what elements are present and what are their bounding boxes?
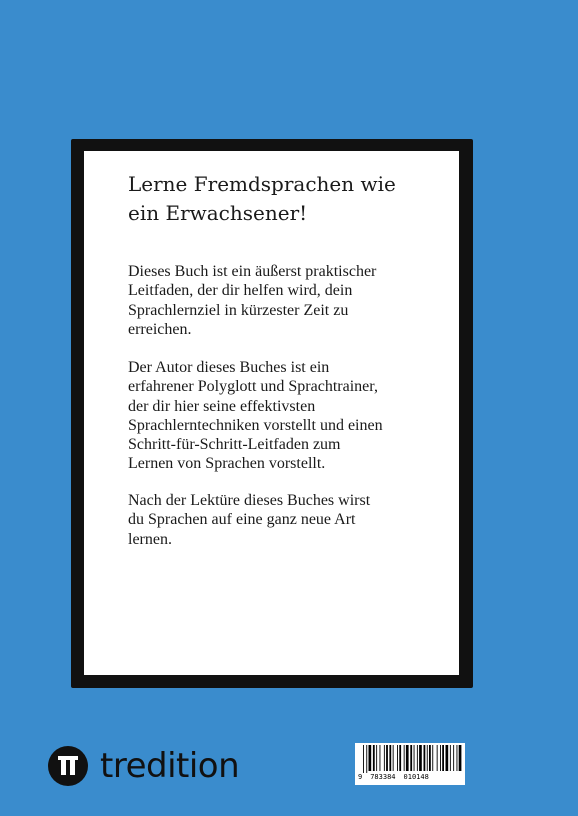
barcode-bar <box>410 745 412 771</box>
barcode-bar <box>386 745 388 771</box>
barcode-bar <box>427 745 428 771</box>
barcode-bar <box>432 745 433 771</box>
barcode-bar <box>457 745 458 771</box>
isbn-barcode <box>355 743 465 785</box>
barcode-bar <box>406 745 409 771</box>
barcode-group-2: 010148 <box>403 773 429 781</box>
barcode-bar <box>453 745 454 771</box>
barcode-bar <box>424 745 426 771</box>
barcode-bar <box>450 745 451 771</box>
barcode-bar <box>446 745 449 771</box>
barcode-bar <box>397 745 398 771</box>
barcode-digit-first: 9 <box>358 773 363 781</box>
publisher-name: tredition <box>100 746 240 786</box>
barcode-bar <box>369 745 372 771</box>
barcode-bar <box>380 745 381 771</box>
barcode-bar <box>442 745 444 771</box>
barcode-bar <box>384 745 385 771</box>
barcode-bar <box>440 745 441 771</box>
text-panel <box>84 151 459 675</box>
barcode-bar <box>366 745 367 773</box>
barcode-bar <box>373 745 375 771</box>
barcode-group-1: 783384 <box>370 773 396 781</box>
blurb-paragraph-1: Dieses Buch ist ein äußerst praktischer Leitfaden, der dir helfen wird, dein Sprachlernziel in kürzester Zeit zu erreichen. <box>128 263 377 338</box>
barcode-bar <box>419 745 422 771</box>
publisher-logo <box>48 745 239 787</box>
barcode-bar <box>399 745 401 771</box>
barcode-bar <box>404 745 405 771</box>
barcode-number <box>358 773 464 782</box>
barcode-bar <box>389 745 391 771</box>
tredition-logo-icon <box>48 746 88 786</box>
blurb-paragraph-2: Der Autor dieses Buches ist ein erfahrener Polyglott und Sprachtrainer, der dir hier seine effektivsten Sprachlerntechniken vorstellt und einen Schritt-für-Schritt-Leitfaden zum Lernen von Sprachen vorstellt. <box>128 359 383 473</box>
cover-heading: Lerne Fremdsprachen wie ein Erwachsener! <box>128 172 396 225</box>
barcode-bar <box>393 745 394 771</box>
barcode-bar <box>414 745 415 771</box>
barcode-bar <box>376 745 377 771</box>
barcode-bar <box>429 745 431 771</box>
barcode-bar <box>363 745 364 773</box>
blurb-paragraph-3: Nach der Lektüre dieses Buches wirst du Sprachen auf eine ganz neue Art lernen. <box>128 492 371 548</box>
barcode-bar <box>417 745 418 771</box>
barcode-bar <box>437 745 438 771</box>
barcode-bar <box>459 745 462 771</box>
